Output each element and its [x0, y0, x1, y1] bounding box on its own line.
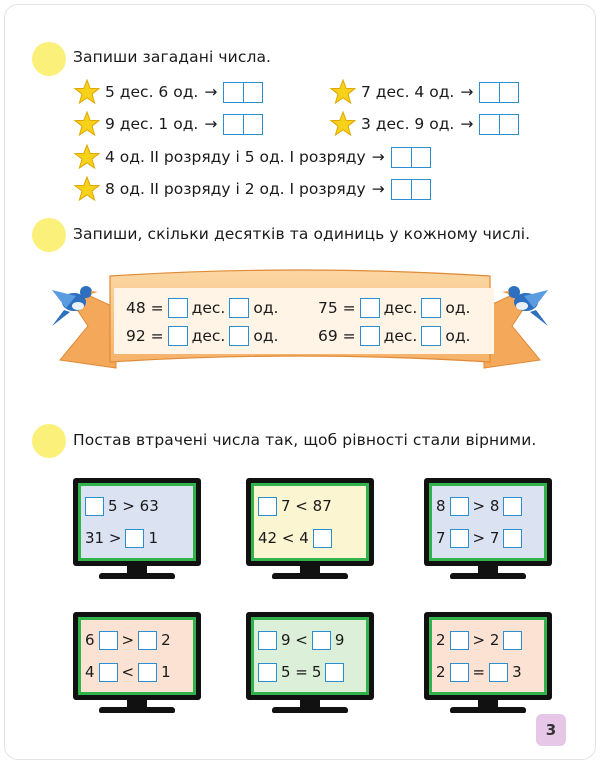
- answer-box[interactable]: [258, 663, 277, 682]
- answer-box[interactable]: [312, 631, 331, 650]
- answer-box[interactable]: [85, 497, 104, 516]
- task1-item-4: [330, 111, 519, 137]
- answer-box[interactable]: [450, 631, 469, 650]
- equation-text: 7 < 87: [281, 497, 332, 515]
- equation-text: 7: [436, 529, 446, 547]
- answer-box[interactable]: [125, 529, 144, 548]
- task2-number: 92 =: [126, 327, 164, 345]
- task3-marker: [32, 424, 66, 458]
- equation-row: [436, 529, 540, 548]
- equation-text: 5 =: [281, 663, 308, 681]
- task2-number: 69 =: [318, 327, 356, 345]
- equation-row: [258, 663, 362, 682]
- tens-label: дес.: [383, 299, 418, 317]
- equation-row: [436, 631, 540, 650]
- answer-box[interactable]: [138, 631, 157, 650]
- answer-boxes[interactable]: [391, 179, 431, 200]
- monitor-5: [246, 612, 374, 720]
- star-icon: [74, 79, 100, 105]
- answer-box[interactable]: [450, 663, 469, 682]
- tens-box[interactable]: [360, 298, 380, 318]
- answer-boxes[interactable]: [479, 114, 519, 135]
- ones-label: од.: [253, 327, 279, 345]
- tens-box[interactable]: [168, 326, 188, 346]
- answer-box[interactable]: [258, 497, 277, 516]
- tens-label: дес.: [191, 327, 226, 345]
- equation-row: [258, 497, 362, 516]
- task1-item-text: 4 од. II розряду і 5 од. I розряду: [105, 148, 366, 166]
- equation-text: 5: [311, 663, 322, 681]
- arrow: →: [460, 115, 474, 133]
- star-icon: [74, 111, 100, 137]
- task1-item-2: [330, 79, 519, 105]
- equation-text: 3: [512, 663, 522, 681]
- task2-title: Запиши, скільки десятків та одиниць у кожному числі.: [73, 225, 531, 243]
- equation-text: > 2: [472, 631, 500, 649]
- answer-boxes[interactable]: [223, 82, 263, 103]
- equation-text: 2: [436, 663, 446, 681]
- task2-number: 48 =: [126, 299, 164, 317]
- task1-item-text: 5 дес. 6 од.: [105, 83, 199, 101]
- star-icon: [330, 79, 356, 105]
- task1-item-text: 7 дес. 4 од.: [361, 83, 455, 101]
- answer-box[interactable]: [503, 497, 522, 516]
- equation-text: <: [121, 663, 135, 681]
- equation-text: =: [472, 663, 486, 681]
- equation-text: > 8: [472, 497, 500, 515]
- arrow: →: [204, 83, 218, 101]
- tens-box[interactable]: [360, 326, 380, 346]
- task2-marker: [32, 218, 66, 252]
- equation-row: [85, 631, 189, 650]
- equation-text: > 7: [472, 529, 500, 547]
- task1-item-3: [74, 111, 263, 137]
- equation-row: [258, 631, 362, 650]
- task1-item-text: 8 од. II розряду і 2 од. I розряду: [105, 180, 366, 198]
- equation-text: 4: [85, 663, 95, 681]
- arrow: →: [460, 83, 474, 101]
- ones-label: од.: [445, 327, 471, 345]
- answer-box[interactable]: [489, 663, 508, 682]
- equation-row: [85, 497, 189, 516]
- task1-item-text: 9 дес. 1 од.: [105, 115, 199, 133]
- equation-text: >: [121, 631, 135, 649]
- answer-box[interactable]: [258, 631, 277, 650]
- equation-row: [436, 663, 540, 682]
- monitor-2: [246, 478, 374, 586]
- equation-row: [258, 529, 362, 548]
- task2-item-4: [318, 326, 470, 346]
- star-icon: [74, 176, 100, 202]
- task2-number: 75 =: [318, 299, 356, 317]
- ones-label: од.: [253, 299, 279, 317]
- tens-box[interactable]: [168, 298, 188, 318]
- equation-row: [85, 663, 189, 682]
- equation-row: [436, 497, 540, 516]
- monitor-1: [73, 478, 201, 586]
- ones-box[interactable]: [229, 298, 249, 318]
- answer-boxes[interactable]: [391, 147, 431, 168]
- answer-box[interactable]: [503, 529, 522, 548]
- answer-boxes[interactable]: [479, 82, 519, 103]
- task1-item-1: [74, 79, 263, 105]
- task1-item-6: [74, 176, 431, 202]
- monitor-3: [424, 478, 552, 586]
- answer-box[interactable]: [99, 663, 118, 682]
- answer-box[interactable]: [450, 529, 469, 548]
- task1-title: Запиши загадані числа.: [73, 48, 272, 66]
- answer-boxes[interactable]: [223, 114, 263, 135]
- equation-text: 2: [161, 631, 171, 649]
- equation-text: 1: [161, 663, 171, 681]
- answer-box[interactable]: [138, 663, 157, 682]
- equation-text: 9: [334, 631, 345, 649]
- task2-item-3: [126, 326, 278, 346]
- answer-box[interactable]: [450, 497, 469, 516]
- equation-text: 2: [436, 631, 446, 649]
- task1-marker: [32, 42, 66, 76]
- monitor-6: [424, 612, 552, 720]
- task1-item-5: [74, 144, 431, 170]
- answer-box[interactable]: [313, 529, 332, 548]
- tens-label: дес.: [383, 327, 418, 345]
- task1-item-text: 3 дес. 9 од.: [361, 115, 455, 133]
- equation-text: 9 <: [281, 631, 308, 649]
- task2-item-2: [318, 298, 470, 318]
- monitor-4: [73, 612, 201, 720]
- task3-title: Постав втрачені числа так, щоб рівності стали вірними.: [73, 431, 537, 449]
- equation-text: 6: [85, 631, 95, 649]
- answer-box[interactable]: [99, 631, 118, 650]
- equation-text: 42 < 4: [258, 529, 309, 547]
- equation-text: 8: [436, 497, 446, 515]
- star-icon: [330, 111, 356, 137]
- equation-text: 31 >: [85, 529, 122, 547]
- page-number: 3: [536, 714, 566, 746]
- ones-box[interactable]: [421, 326, 441, 346]
- arrow: →: [371, 148, 385, 166]
- answer-box[interactable]: [503, 631, 522, 650]
- answer-box[interactable]: [325, 663, 344, 682]
- star-icon: [74, 144, 100, 170]
- arrow: →: [204, 115, 218, 133]
- equation-text: 5 > 63: [108, 497, 159, 515]
- ones-box[interactable]: [229, 326, 249, 346]
- ones-box[interactable]: [421, 298, 441, 318]
- ones-label: од.: [445, 299, 471, 317]
- equation-text: 1: [148, 529, 158, 547]
- arrow: →: [371, 180, 385, 198]
- task2-item-1: [126, 298, 278, 318]
- tens-label: дес.: [191, 299, 226, 317]
- equation-row: [85, 529, 189, 548]
